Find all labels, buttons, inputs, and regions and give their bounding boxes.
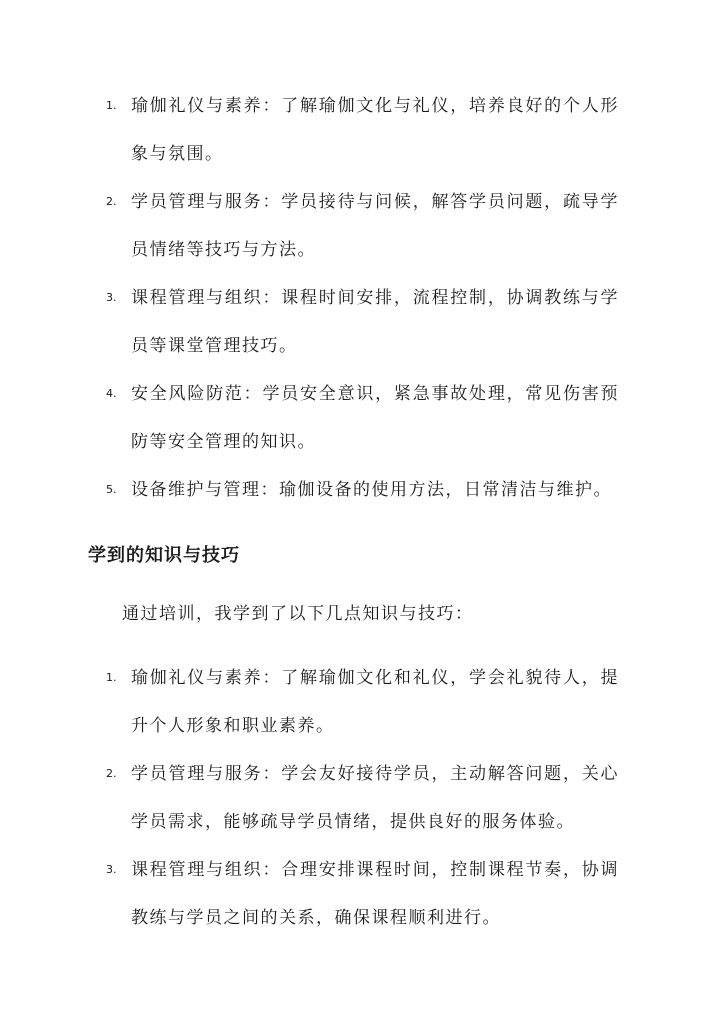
list-number: 4. [106, 387, 117, 400]
list-item-text: 安全风险防范：学员安全意识，紧急事故处理，常见伤害预防等安全管理的知识。 [131, 384, 619, 452]
section-intro: 通过培训，我学到了以下几点知识与技巧： [122, 604, 474, 624]
list-item-text: 瑜伽礼仪与素养：了解瑜伽文化与礼仪，培养良好的个人形象与氛围。 [131, 96, 619, 164]
list-number: 3. [106, 863, 117, 876]
list-item [0, 274, 619, 370]
list-item-text: 学员管理与服务：学会友好接待学员，主动解答问题，关心学员需求，能够疏导学员情绪，提供良好的服务体验。 [131, 764, 619, 832]
list-item [0, 654, 619, 750]
section-heading: 学到的知识与技巧 [88, 545, 240, 566]
list-item-text: 设备维护与管理：瑜伽设备的使用方法，日常清洁与维护。 [131, 480, 612, 500]
learned-skills-list [0, 654, 720, 942]
list-number: 5. [106, 483, 117, 496]
list-number: 1. [106, 671, 117, 684]
list-item-text: 学员管理与服务：学员接待与问候，解答学员问题，疏导学员情绪等技巧与方法。 [131, 192, 619, 260]
list-item [0, 466, 619, 514]
list-item [0, 178, 619, 274]
list-item [0, 370, 619, 466]
list-number: 2. [106, 767, 117, 780]
list-item-text: 瑜伽礼仪与素养：了解瑜伽文化和礼仪，学会礼貌待人，提升个人形象和职业素养。 [131, 668, 619, 736]
training-content-list [0, 82, 720, 514]
list-item-text: 课程管理与组织：合理安排课程时间，控制课程节奏，协调教练与学员之间的关系，确保课程顺利进行。 [131, 860, 619, 928]
list-item [0, 750, 619, 846]
list-number: 2. [106, 195, 117, 208]
list-number: 3. [106, 291, 117, 304]
list-item-text: 课程管理与组织：课程时间安排，流程控制，协调教练与学员等课堂管理技巧。 [131, 288, 619, 356]
list-number: 1. [106, 99, 117, 112]
list-item [0, 846, 619, 942]
list-item [0, 82, 619, 178]
